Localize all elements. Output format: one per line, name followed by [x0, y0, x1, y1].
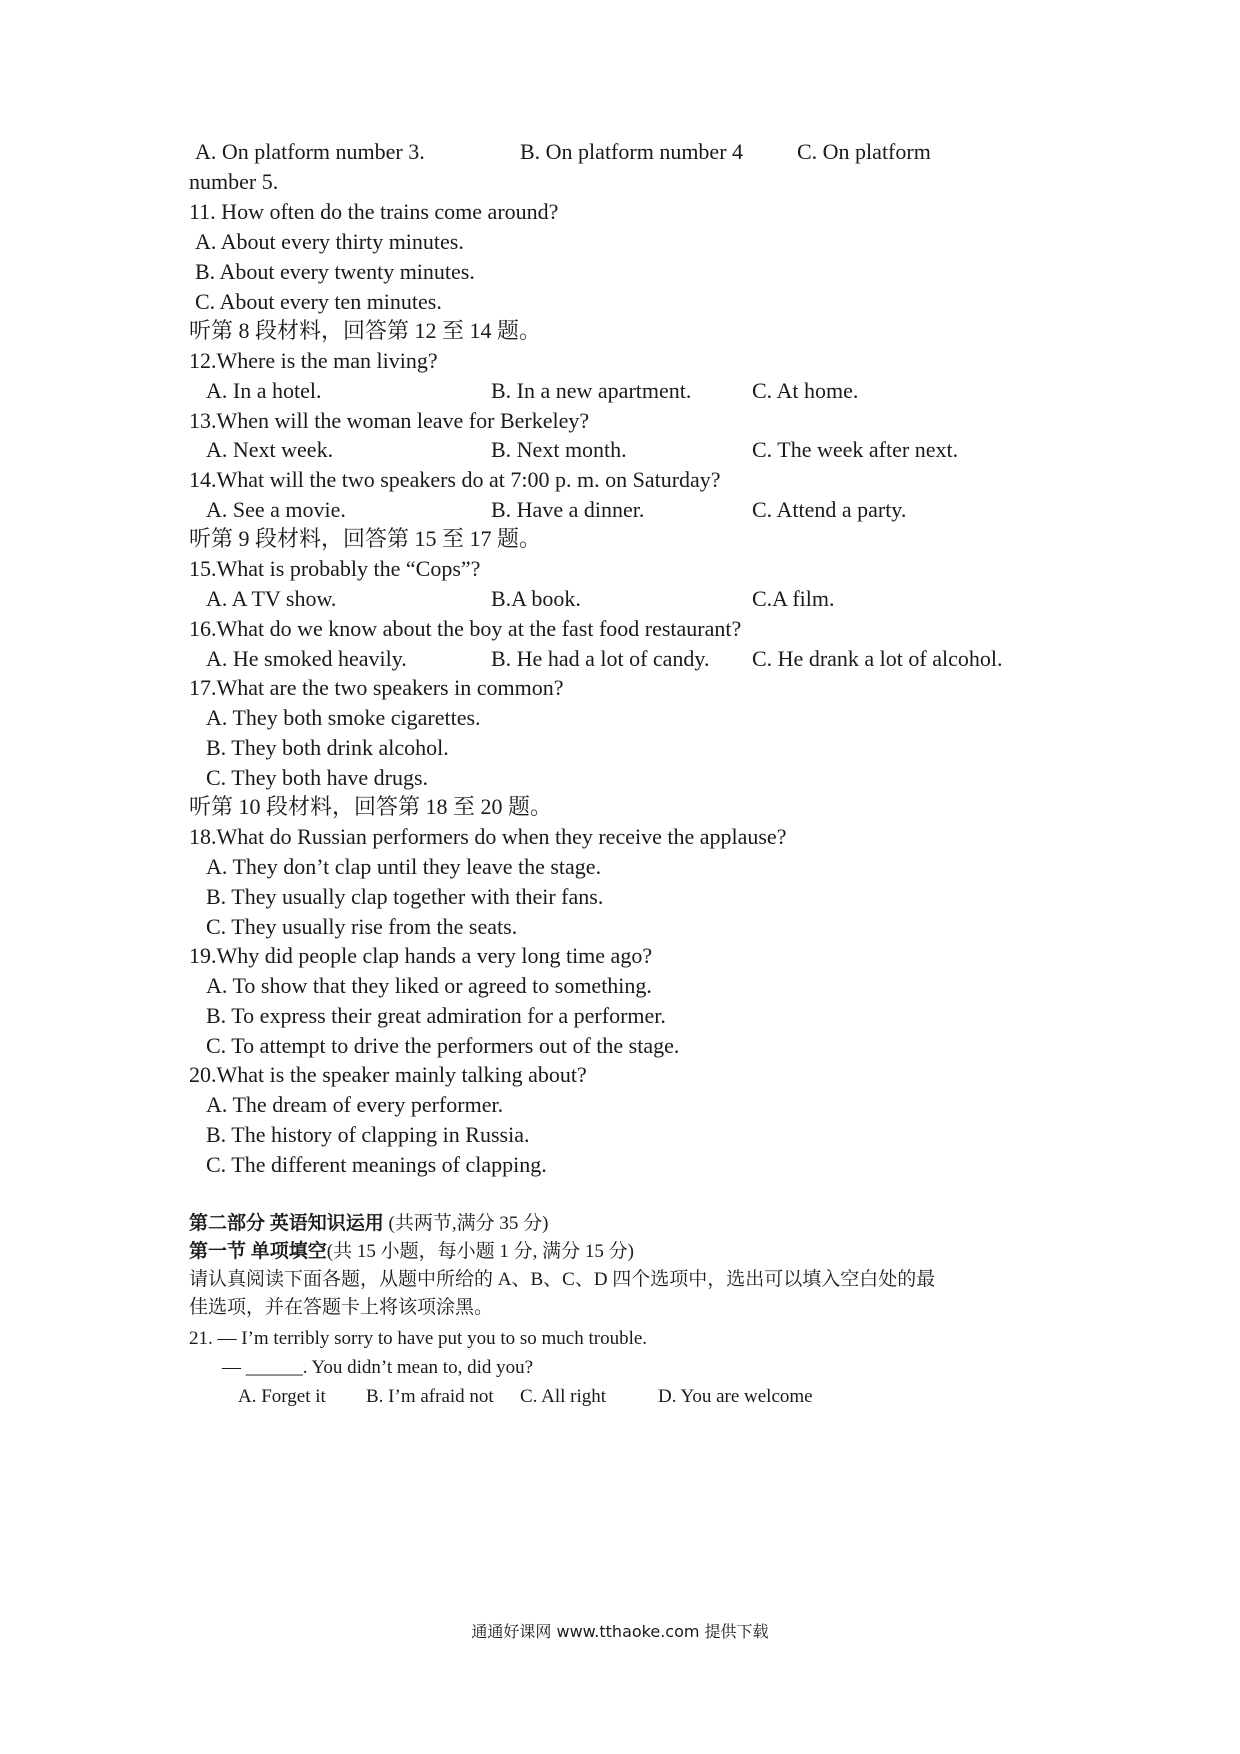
section-one-heading	[189, 1237, 1069, 1267]
q18-option-c: C. They usually rise from the seats.	[206, 914, 518, 939]
q20-stem: 20.What is the speaker mainly talking about?	[189, 1062, 587, 1087]
q20-option-a: A. The dream of every performer.	[206, 1092, 504, 1117]
section-heading-9: 听第 9 段材料，回答第 15 至 17 题。	[189, 526, 542, 551]
q21-option-d: D. You are welcome	[658, 1386, 813, 1407]
q16-option-b: B. He had a lot of candy.	[491, 646, 710, 671]
q16-option-c: C. He drank a lot of alcohol.	[752, 646, 1003, 671]
q10-option-c: C. On platform	[797, 139, 931, 164]
q15-option-b: B.A book.	[491, 586, 581, 611]
q13-option-b: B. Next month.	[491, 437, 627, 462]
q13-option-c: C. The week after next.	[752, 437, 959, 462]
q12-option-a: A. In a hotel.	[206, 378, 322, 403]
q11-option-c: C. About every ten minutes.	[195, 289, 442, 314]
section-heading-10: 听第 10 段材料，回答第 18 至 20 题。	[189, 794, 553, 819]
q17-option-a: A. They both smoke cigarettes.	[206, 705, 481, 730]
q14-option-b: B. Have a dinner.	[491, 497, 645, 522]
q19-stem: 19.Why did people clap hands a very long time ago?	[189, 943, 653, 968]
q12-option-b: B. In a new apartment.	[491, 378, 692, 403]
q15-stem: 15.What is probably the “Cops”?	[189, 556, 481, 581]
q10-option-b: B. On platform number 4	[520, 139, 744, 164]
q14-stem: 14.What will the two speakers do at 7:00 p. m. on Saturday?	[189, 467, 721, 492]
q18-option-b: B. They usually clap together with their fans.	[206, 884, 604, 909]
q19-option-c: C. To attempt to drive the performers out of the stage.	[206, 1033, 680, 1058]
q17-stem: 17.What are the two speakers in common?	[189, 675, 564, 700]
q17-option-c: C. They both have drugs.	[206, 765, 429, 790]
q13-stem: 13.When will the woman leave for Berkeley?	[189, 408, 590, 433]
section-heading-8: 听第 8 段材料，回答第 12 至 14 题。	[189, 318, 542, 343]
q21-line-1: 21. — I’m terribly sorry to have put you to so much trouble.	[189, 1328, 648, 1349]
q13-option-a: A. Next week.	[206, 437, 334, 462]
q10-option-c-continued: number 5.	[189, 169, 279, 194]
instructions-line-1: 请认真阅读下面各题，从题中所给的 A、B、C、D 四个选项中，选出可以填入空白处的最	[189, 1269, 936, 1290]
q16-stem: 16.What do we know about the boy at the fast food restaurant?	[189, 616, 742, 641]
q20-option-c: C. The different meanings of clapping.	[206, 1152, 547, 1177]
q18-stem: 18.What do Russian performers do when they receive the applause?	[189, 824, 787, 849]
q20-option-b: B. The history of clapping in Russia.	[206, 1122, 530, 1147]
q19-option-b: B. To express their great admiration for a performer.	[206, 1003, 666, 1028]
q17-option-b: B. They both drink alcohol.	[206, 735, 449, 760]
q10-option-a: A. On platform number 3.	[195, 139, 425, 164]
q14-option-a: A. See a movie.	[206, 497, 346, 522]
q12-option-c: C. At home.	[752, 378, 859, 403]
q19-option-a: A. To show that they liked or agreed to something.	[206, 973, 652, 998]
section-one-title: 第一节 单项填空	[189, 1241, 327, 1262]
q21-option-b: B. I’m afraid not	[366, 1386, 494, 1407]
part-two-heading	[189, 1209, 1069, 1239]
q15-option-a: A. A TV show.	[206, 586, 337, 611]
q18-option-a: A. They don’t clap until they leave the stage.	[206, 854, 602, 879]
instructions-line-2: 佳选项，并在答题卡上将该项涂黑。	[189, 1297, 494, 1318]
q14-option-c: C. Attend a party.	[752, 497, 907, 522]
q16-option-a: A. He smoked heavily.	[206, 646, 407, 671]
part-two-title: 第二部分 英语知识运用	[189, 1213, 384, 1234]
q21-option-a: A. Forget it	[238, 1386, 326, 1407]
q11-option-a: A. About every thirty minutes.	[195, 229, 464, 254]
page-footer: 通通好课网 www.tthaoke.com 提供下载	[471, 1622, 769, 1641]
q21-option-c: C. All right	[520, 1386, 607, 1407]
q15-option-c: C.A film.	[752, 586, 835, 611]
section-one-note: (共 15 小题，每小题 1 分, 满分 15 分)	[326, 1241, 634, 1262]
part-two-note: (共两节,满分 35 分)	[383, 1213, 549, 1234]
q11-option-b: B. About every twenty minutes.	[195, 259, 475, 284]
q11-stem: 11. How often do the trains come around?	[189, 199, 559, 224]
q21-line-2: — ______. You didn’t mean to, did you?	[222, 1357, 534, 1378]
q12-stem: 12.Where is the man living?	[189, 348, 438, 373]
